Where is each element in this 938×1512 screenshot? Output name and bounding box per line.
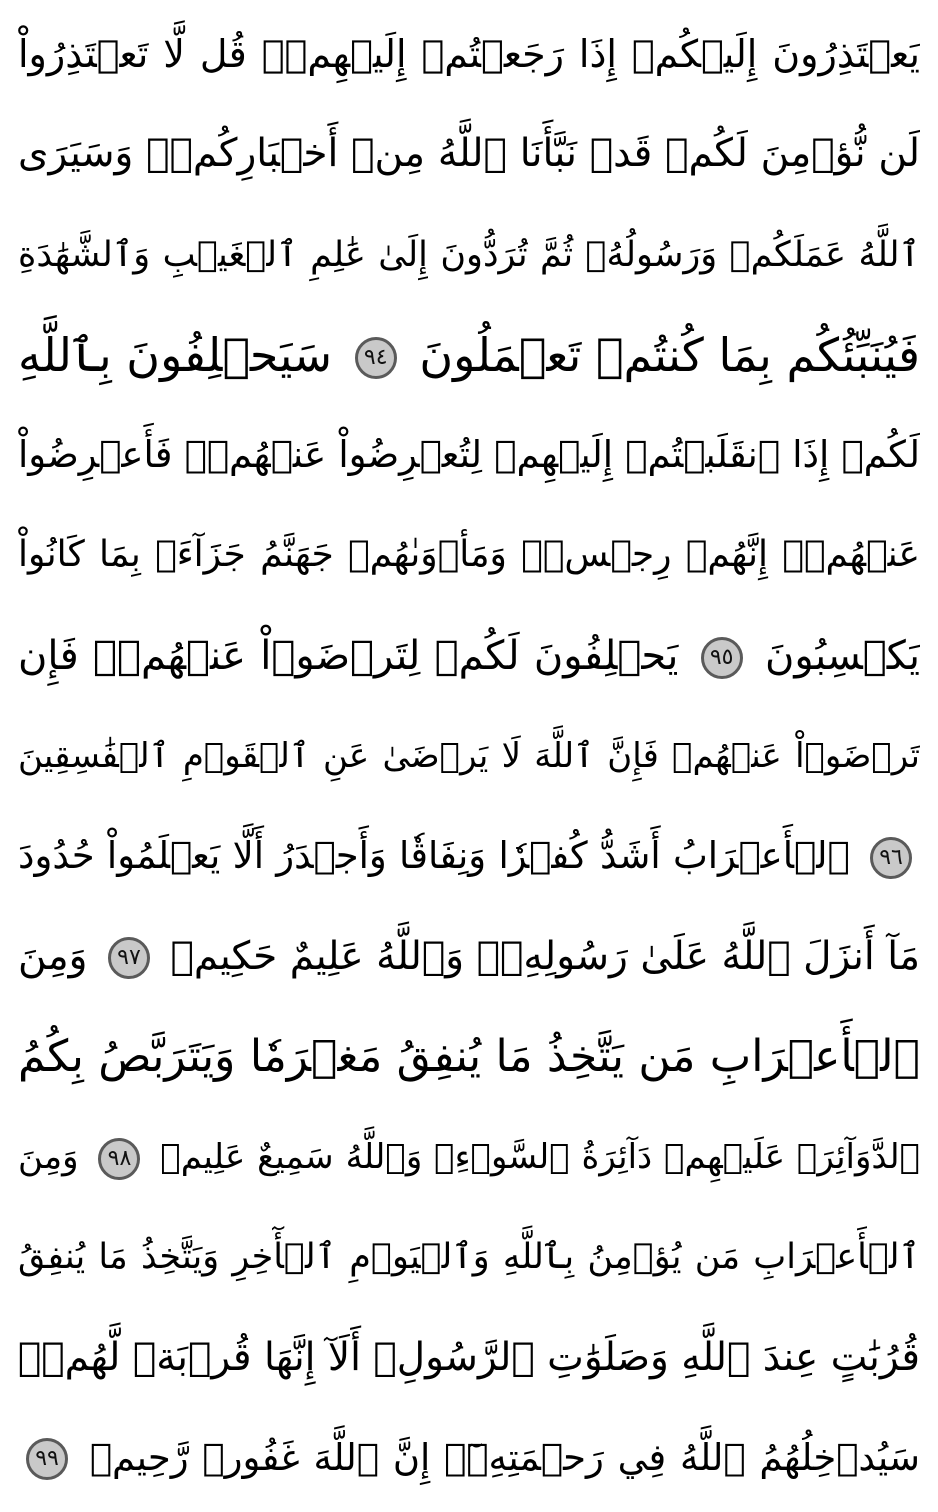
verse-text: فَيُنَبِّئُكُم بِمَا كُنتُمۡ تَعۡمَلُونَ	[419, 327, 920, 382]
verse-line-text	[18, 616, 920, 696]
verse-line	[18, 215, 920, 295]
verse-line	[18, 616, 920, 696]
verse-text: ٱللَّهُ عَمَلَكُمۡ وَرَسُولُهُۥ ثُمَّ تُرَدُّونَ إِلَىٰ عَٰلِمِ ٱلۡغَيۡبِ وَٱلشَّهَٰدَةِ	[18, 234, 920, 275]
verse-line-text	[18, 1017, 920, 1097]
verse-line	[18, 1418, 920, 1498]
verse-line-text	[18, 1318, 920, 1398]
verse-line	[18, 415, 920, 495]
verse-text: ٱلۡأَعۡرَابِ مَن يَتَّخِذُ مَا يُنفِقُ مَغۡرَمٗا وَيَتَرَبَّصُ بِكُمُ	[18, 1030, 920, 1082]
verse-text: لَن نُّؤۡمِنَ لَكُمۡ قَدۡ نَبَّأَنَا ٱللَّهُ مِنۡ أَخۡبَارِكُمۡۚ وَسَيَرَى	[18, 131, 920, 177]
verse-line	[18, 114, 920, 194]
verse-line	[18, 1017, 920, 1097]
verse-line	[18, 816, 920, 896]
verse-text: لَكُمۡ إِذَا ٱنقَلَبۡتُمۡ إِلَيۡهِمۡ لِتُعۡرِضُواْ عَنۡهُمۡۖ فَأَعۡرِضُواْ	[18, 433, 920, 477]
verse-number-marker: ٩٥	[701, 637, 743, 679]
verse-text: سَيَحۡلِفُونَ بِٱللَّهِ	[18, 327, 333, 382]
verse-text: قُرُبَٰتٍ عِندَ ٱللَّهِ وَصَلَوَٰتِ ٱلرَّسُولِۚ أَلَآ إِنَّهَا قُرۡبَةٞ لَّهُمۡۚ	[18, 1334, 920, 1380]
verse-text: يَحۡلِفُونَ لَكُمۡ لِتَرۡضَوۡاْ عَنۡهُمۡۖ فَإِن	[18, 632, 679, 679]
verse-line	[18, 515, 920, 595]
verse-number-marker: ٩٦	[870, 837, 912, 879]
verse-line	[18, 716, 920, 796]
verse-number-marker: ٩٨	[98, 1138, 140, 1180]
verse-text: ٱلۡأَعۡرَابُ أَشَدُّ كُفۡرٗا وَنِفَاقٗا وَأَجۡدَرُ أَلَّا يَعۡلَمُواْ حُدُودَ	[18, 834, 850, 878]
verse-number-marker: ٩٧	[108, 937, 150, 979]
verse-line-text	[18, 315, 920, 395]
verse-line-text	[18, 1117, 920, 1197]
verse-line-text	[18, 415, 920, 495]
verse-text: عَنۡهُمۡۖ إِنَّهُمۡ رِجۡسٞۖ وَمَأۡوَىٰهُمۡ جَهَنَّمُ جَزَآءَۢ بِمَا كَانُواْ	[18, 534, 920, 576]
verse-number-marker: ٩٤	[355, 337, 397, 379]
verse-line-text	[18, 716, 920, 796]
verse-text: يَعۡتَذِرُونَ إِلَيۡكُمۡ إِذَا رَجَعۡتُمۡ إِلَيۡهِمۡۚ قُل لَّا تَعۡتَذِرُواْ	[18, 32, 920, 76]
verse-line-text	[18, 1217, 920, 1297]
verse-number-marker: ٩٩	[26, 1438, 68, 1480]
verse-lines	[18, 14, 920, 1498]
verse-line-text	[18, 917, 920, 997]
verse-line-text	[18, 1418, 920, 1498]
verse-line	[18, 1117, 920, 1197]
verse-line-text	[18, 114, 920, 194]
verse-line	[18, 14, 920, 94]
verse-line-text	[18, 515, 920, 595]
verse-line	[18, 917, 920, 997]
verse-line-text	[18, 816, 920, 896]
verse-text: ٱلدَّوَآئِرَۚ عَلَيۡهِمۡ دَآئِرَةُ ٱلسَّوۡءِۗ وَٱللَّهُ سَمِيعٌ عَلِيمٞ	[160, 1137, 920, 1178]
verse-text: ٱلۡأَعۡرَابِ مَن يُؤۡمِنُ بِٱللَّهِ وَٱلۡيَوۡمِ ٱلۡأٓخِرِ وَيَتَّخِذُ مَا يُنفِقُ	[18, 1237, 920, 1278]
verse-line-text	[18, 14, 920, 94]
verse-text: تَرۡضَوۡاْ عَنۡهُمۡ فَإِنَّ ٱللَّهَ لَا يَرۡضَىٰ عَنِ ٱلۡقَوۡمِ ٱلۡفَٰسِقِينَ	[18, 735, 920, 776]
verse-text: يَكۡسِبُونَ	[764, 632, 920, 679]
verse-text: مَآ أَنزَلَ ٱللَّهُ عَلَىٰ رَسُولِهِۦۗ وَٱللَّهُ عَلِيمٌ حَكِيمٞ	[170, 933, 920, 979]
verse-text: وَمِنَ	[18, 1137, 79, 1178]
verse-line-text	[18, 215, 920, 295]
verse-line	[18, 1318, 920, 1398]
verse-text: سَيُدۡخِلُهُمُ ٱللَّهُ فِي رَحۡمَتِهِۦٓۚ إِنَّ ٱللَّهَ غَفُورٞ رَّحِيمٞ	[89, 1435, 920, 1479]
verse-line	[18, 315, 920, 395]
verse-line	[18, 1217, 920, 1297]
verse-text: وَمِنَ	[18, 933, 88, 979]
